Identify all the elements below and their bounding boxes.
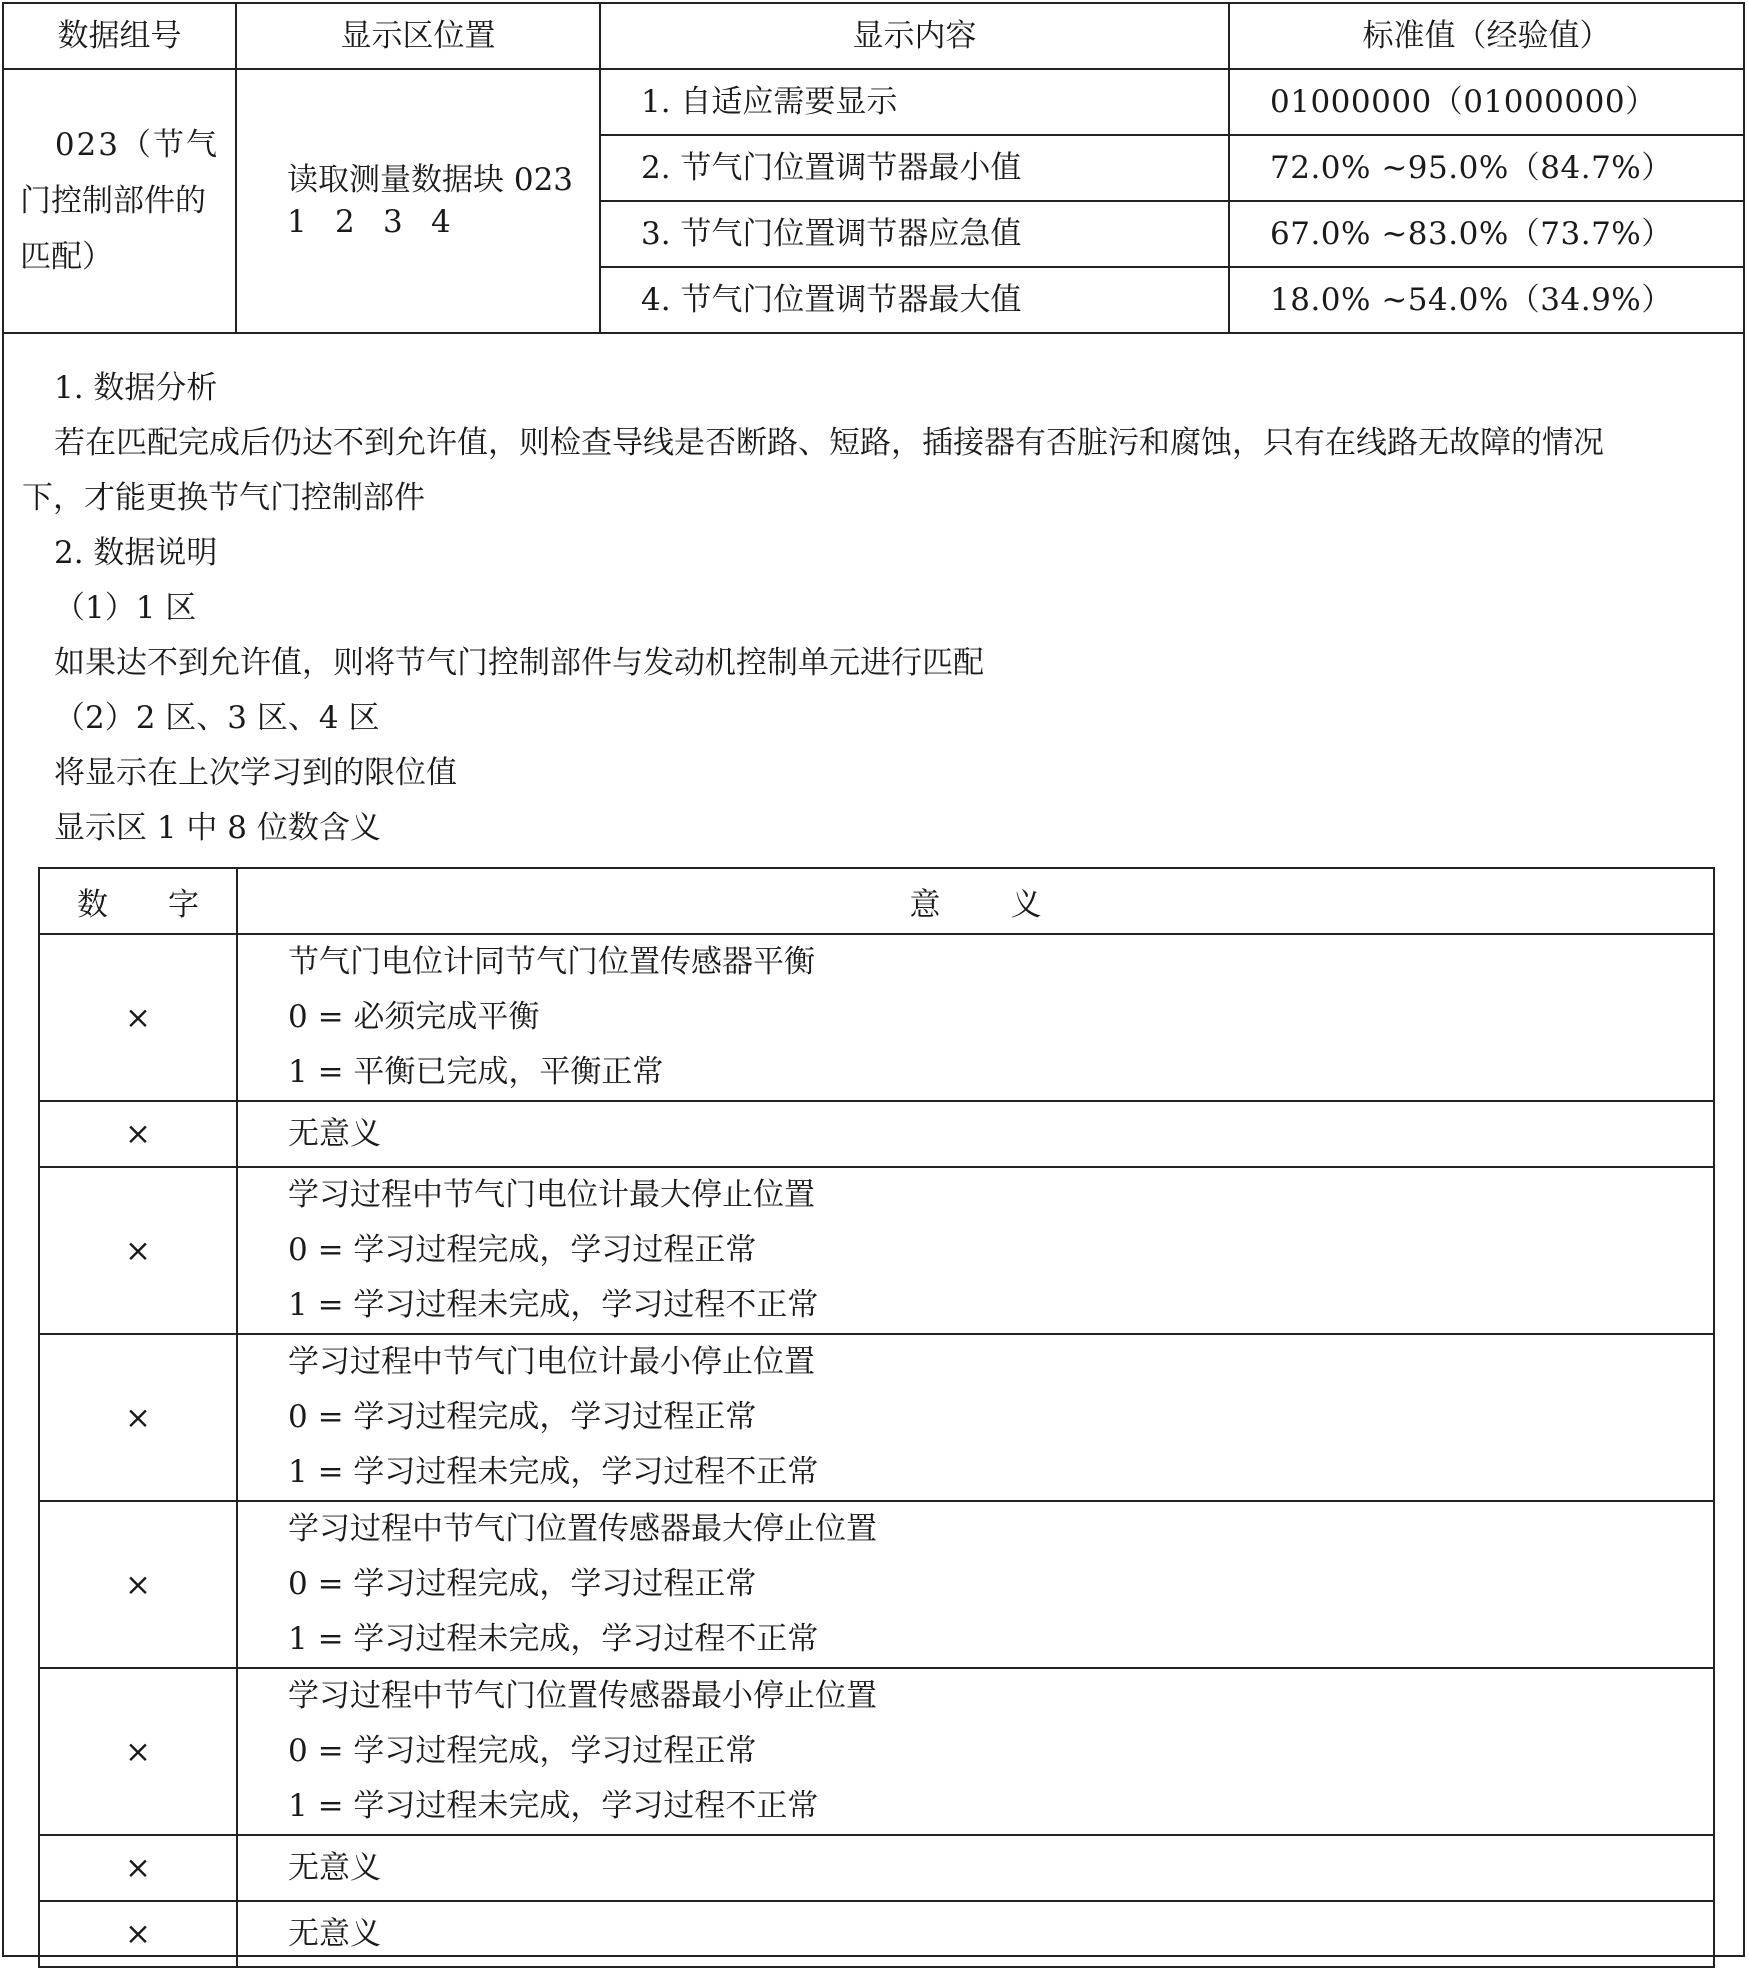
subheading-zones-2-4: （2）2 区、3 区、4 区 [54,700,380,736]
bit-meaning-table [38,867,1715,1968]
display-content-cell: 1. 自适应需要显示 [600,69,1229,135]
data-group-table [4,4,1743,334]
group-number-cell [4,69,236,333]
table-row [39,1167,1714,1334]
position-digit: 4 [431,204,451,240]
bit-meaning: 无意义 [237,1101,1714,1167]
table-row [39,934,1714,1101]
bit-mark: × [39,1901,237,1967]
header-standard-value: 标准值（经验值） [1229,4,1743,69]
bit-mark: × [39,1501,237,1668]
bit-meaning: 无意义 [237,1835,1714,1901]
group-line: 匹配） [20,239,113,275]
position-digits [287,201,599,243]
bit-meaning: 学习过程中节气门位置传感器最大停止位置 0 = 学习过程完成，学习过程正常 1 = 学习过程未完成，学习过程不正常 [237,1501,1714,1668]
standard-value-cell: 72.0% ~95.0%（84.7%） [1229,135,1743,201]
display-content-cell: 2. 节气门位置调节器最小值 [600,135,1229,201]
bit-mark: × [39,934,237,1101]
display-position-cell [236,69,600,333]
zone-1-text: 如果达不到允许值，则将节气门控制部件与发动机控制单元进行匹配 [54,645,984,681]
analysis-text-line: 若在匹配完成后仍达不到允许值，则检查导线是否断路、短路，插接器有否脏污和腐蚀，只有在线路无故障的情况 [54,425,1604,461]
bit-mark: × [39,1167,237,1334]
table-row [39,1668,1714,1835]
standard-value-cell: 67.0% ~83.0%（73.7%） [1229,201,1743,267]
table-row [39,1334,1714,1501]
table-row [39,1501,1714,1668]
subheading-zone-1: （1）1 区 [54,590,197,626]
bit-mark: × [39,1668,237,1835]
position-digit: 2 [335,204,355,240]
position-digit: 3 [383,204,403,240]
display-content-cell: 4. 节气门位置调节器最大值 [600,267,1229,333]
header-display-position: 显示区位置 [236,4,600,69]
zones-2-4-text: 将显示在上次学习到的限位值 [54,755,457,791]
table-row [39,1835,1714,1901]
bit-mark: × [39,1101,237,1167]
header-display-content: 显示内容 [600,4,1229,69]
document-frame [2,2,1745,1957]
display-content-cell: 3. 节气门位置调节器应急值 [600,201,1229,267]
position-text: 读取测量数据块 023 [287,162,574,198]
table-row [4,69,1743,135]
bit-meaning: 学习过程中节气门位置传感器最小停止位置 0 = 学习过程完成，学习过程正常 1 = 学习过程未完成，学习过程不正常 [237,1668,1714,1835]
bit-meaning: 节气门电位计同节气门位置传感器平衡 0 = 必须完成平衡 1 = 平衡已完成，平衡正常 [237,934,1714,1101]
header-group-number: 数据组号 [4,4,236,69]
bit-mark: × [39,1835,237,1901]
standard-value-cell: 01000000（01000000） [1229,69,1743,135]
header-digit: 数字 [39,868,237,934]
bit-meaning: 无意义 [237,1901,1714,1967]
notes-section [22,361,1732,856]
table-row [39,1101,1714,1167]
group-line: 门控制部件的 [20,183,206,219]
heading-data-description: 2. 数据说明 [54,535,218,571]
heading-data-analysis: 1. 数据分析 [54,370,218,406]
bit-mark: × [39,1334,237,1501]
group-line: 023（节气 [54,127,219,163]
header-meaning: 意义 [237,868,1714,934]
analysis-text-line: 下，才能更换节气门控制部件 [22,480,425,516]
position-digit: 1 [287,204,307,240]
bits-header-row [39,868,1714,934]
table-header-row [4,4,1743,69]
bit-meaning: 学习过程中节气门电位计最大停止位置 0 = 学习过程完成，学习过程正常 1 = 学习过程未完成，学习过程不正常 [237,1167,1714,1334]
bit-meaning: 学习过程中节气门电位计最小停止位置 0 = 学习过程完成，学习过程正常 1 = 学习过程未完成，学习过程不正常 [237,1334,1714,1501]
bits-intro: 显示区 1 中 8 位数含义 [54,810,381,846]
table-row [39,1901,1714,1967]
standard-value-cell: 18.0% ~54.0%（34.9%） [1229,267,1743,333]
